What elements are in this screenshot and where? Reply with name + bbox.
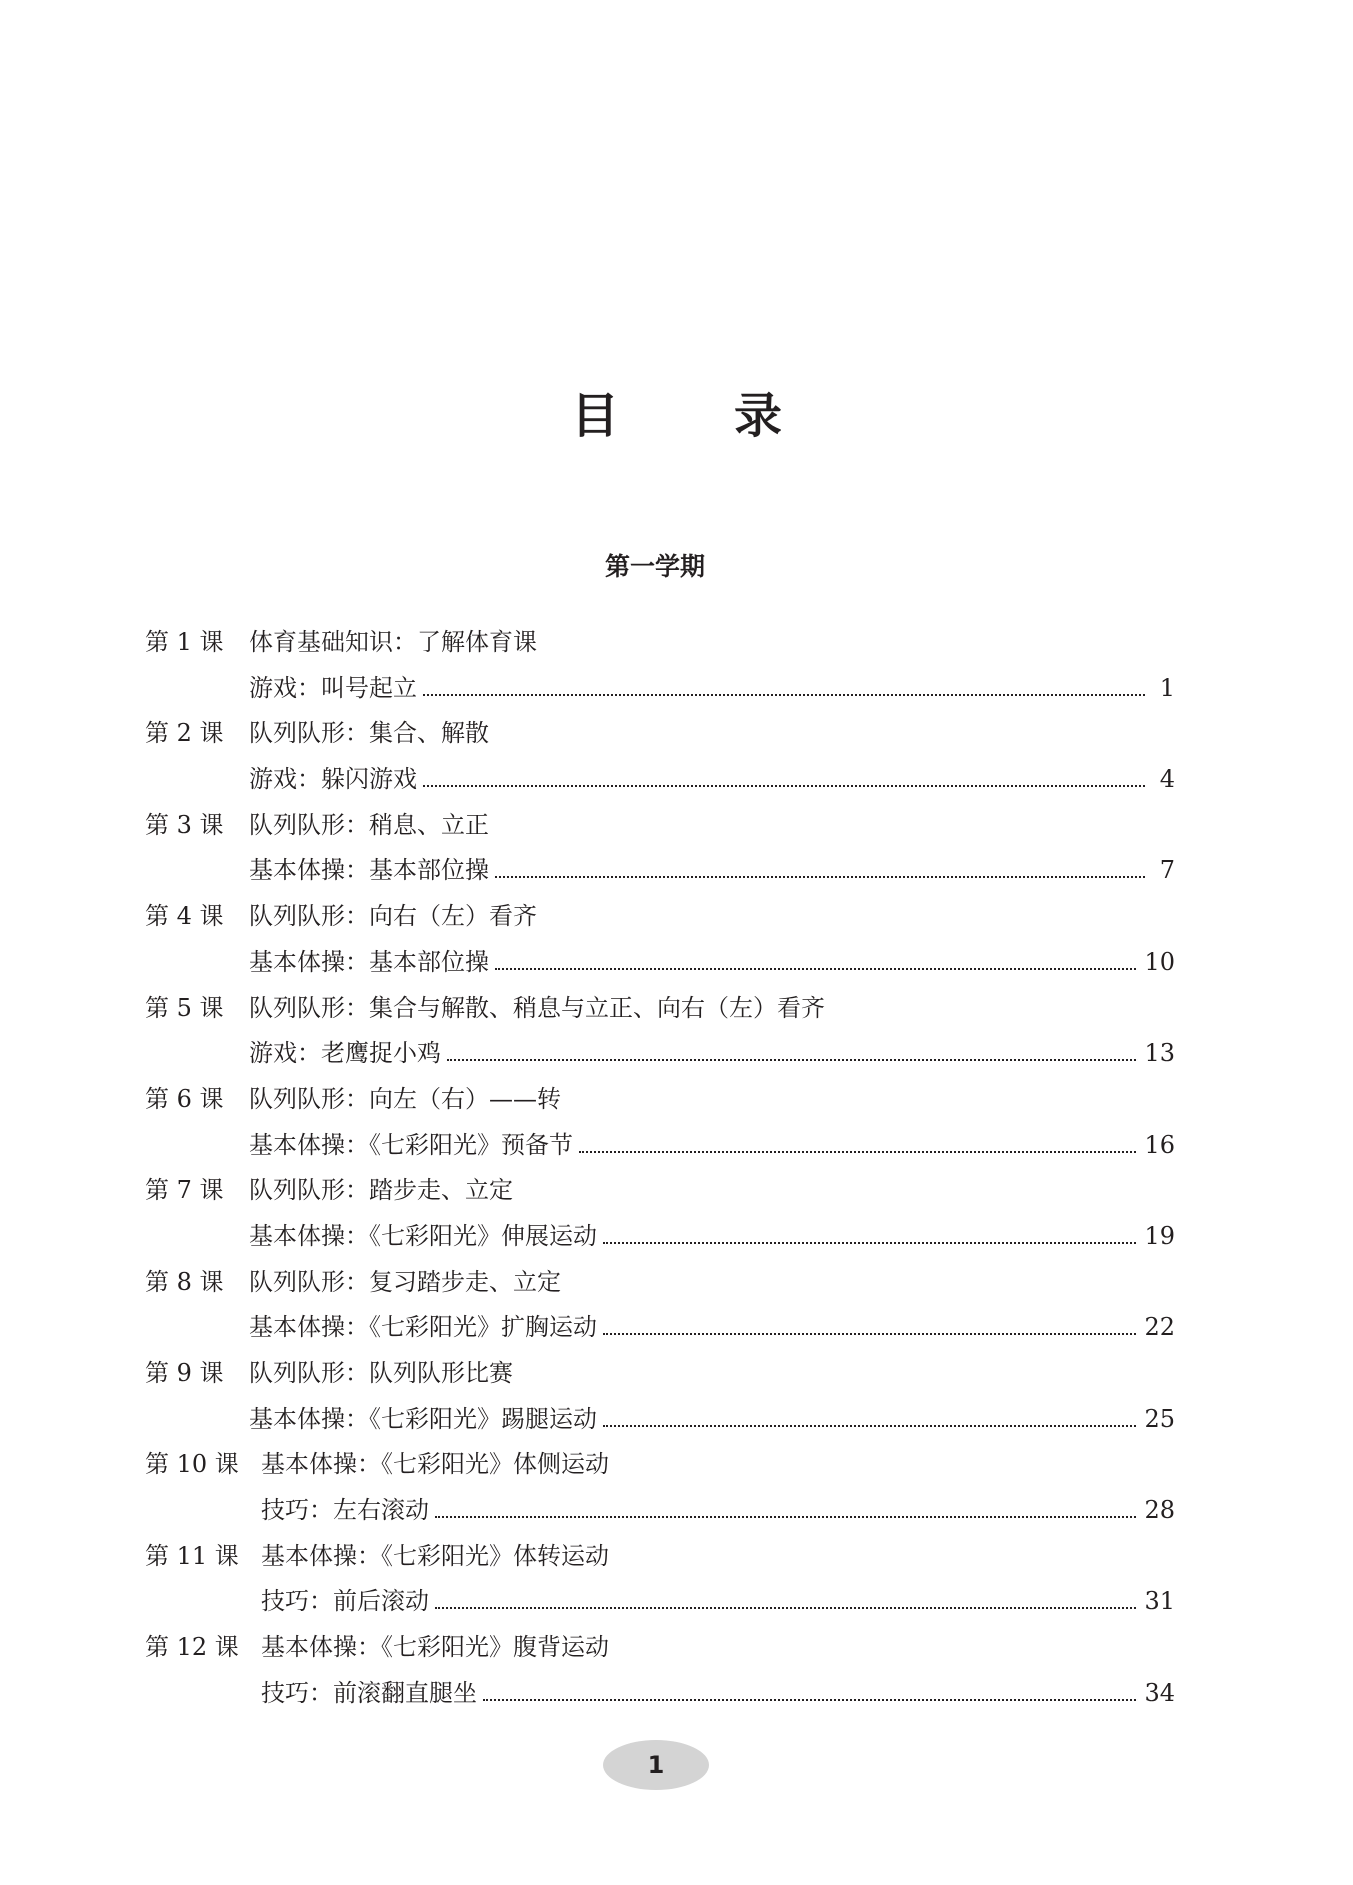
dotted-leader bbox=[603, 1241, 1136, 1244]
table-of-contents bbox=[145, 622, 1175, 1719]
toc-sub-row bbox=[145, 1125, 1175, 1171]
toc-lesson-row bbox=[145, 1536, 1175, 1582]
lesson-sub-topic: 基本体操：《七彩阳光》伸展运动 bbox=[249, 1216, 603, 1251]
lesson-number: 第 9 课 bbox=[145, 1359, 224, 1387]
lesson-sub-topic: 技巧：前后滚动 bbox=[261, 1581, 435, 1616]
toc-sub-row bbox=[145, 1581, 1175, 1627]
toc-sub-line bbox=[249, 1399, 1175, 1435]
toc-sub-line bbox=[249, 668, 1175, 704]
page-number: 7 bbox=[1159, 856, 1175, 885]
toc-lesson-row bbox=[145, 896, 1175, 942]
toc-sub-row bbox=[145, 850, 1175, 896]
dotted-leader bbox=[435, 1515, 1136, 1518]
lesson-topic: 队列队形：集合、解散 bbox=[249, 719, 489, 748]
page-title bbox=[0, 377, 1353, 446]
lesson-topic: 基本体操：《七彩阳光》体侧运动 bbox=[261, 1450, 609, 1479]
toc-sub-line bbox=[261, 1490, 1175, 1526]
page-number: 16 bbox=[1144, 1130, 1175, 1159]
lesson-topic: 队列队形：踏步走、立定 bbox=[249, 1176, 513, 1205]
toc-lesson-row bbox=[145, 1262, 1175, 1308]
lesson-topic: 体育基础知识：了解体育课 bbox=[249, 628, 537, 656]
lesson-sub-topic: 技巧：前滚翻直腿坐 bbox=[261, 1673, 483, 1708]
toc-sub-row bbox=[145, 1399, 1175, 1445]
lesson-number: 第 6 课 bbox=[145, 1084, 224, 1113]
toc-sub-line bbox=[249, 1125, 1175, 1161]
toc-lesson-row bbox=[145, 713, 1175, 759]
toc-sub-line bbox=[249, 1307, 1175, 1343]
toc-lesson-row bbox=[145, 1353, 1175, 1399]
toc-entry bbox=[145, 1262, 1175, 1353]
toc-sub-row bbox=[145, 1307, 1175, 1353]
lesson-number: 第 2 课 bbox=[145, 719, 224, 748]
dotted-leader bbox=[579, 1150, 1136, 1153]
lesson-sub-topic: 基本体操：《七彩阳光》踢腿运动 bbox=[249, 1399, 603, 1434]
lesson-topic: 基本体操：《七彩阳光》体转运动 bbox=[261, 1541, 609, 1570]
toc-entry bbox=[145, 1444, 1175, 1535]
dotted-leader bbox=[495, 875, 1145, 878]
page-number: 1 bbox=[1159, 673, 1175, 702]
dotted-leader bbox=[603, 1424, 1136, 1427]
page-number: 4 bbox=[1159, 765, 1175, 794]
page-number: 19 bbox=[1144, 1221, 1175, 1250]
toc-sub-line bbox=[261, 1673, 1175, 1709]
page-title-char-1: 目 bbox=[570, 388, 619, 444]
page-title-char-2: 录 bbox=[734, 388, 783, 444]
lesson-sub-topic: 游戏：老鹰捉小鸡 bbox=[249, 1033, 447, 1068]
page-number: 31 bbox=[1144, 1587, 1175, 1616]
toc-lesson-row bbox=[145, 988, 1175, 1034]
page-number-badge: 1 bbox=[603, 1740, 709, 1790]
toc-sub-line bbox=[249, 942, 1175, 978]
lesson-number: 第 1 课 bbox=[145, 628, 224, 656]
lesson-topic: 队列队形：复习踏步走、立定 bbox=[249, 1267, 561, 1296]
dotted-leader bbox=[495, 967, 1136, 970]
toc-entry bbox=[145, 1079, 1175, 1170]
lesson-topic: 基本体操：《七彩阳光》腹背运动 bbox=[261, 1633, 609, 1662]
toc-sub-row bbox=[145, 1216, 1175, 1262]
dotted-leader bbox=[483, 1698, 1136, 1701]
dotted-leader bbox=[423, 784, 1145, 787]
toc-sub-row bbox=[145, 759, 1175, 805]
lesson-topic: 队列队形：队列队形比赛 bbox=[249, 1359, 513, 1387]
toc-sub-row bbox=[145, 1033, 1175, 1079]
toc-lesson-row bbox=[145, 805, 1175, 851]
toc-sub-line bbox=[249, 1216, 1175, 1252]
toc-lesson-row bbox=[145, 1627, 1175, 1673]
toc-entry bbox=[145, 1353, 1175, 1444]
toc-sub-line bbox=[249, 850, 1175, 886]
page-number: 28 bbox=[1144, 1496, 1175, 1525]
lesson-sub-topic: 技巧：左右滚动 bbox=[261, 1490, 435, 1525]
lesson-sub-topic: 游戏：叫号起立 bbox=[249, 668, 423, 703]
toc-lesson-row bbox=[145, 1170, 1175, 1216]
toc-entry bbox=[145, 896, 1175, 987]
dotted-leader bbox=[603, 1332, 1136, 1335]
toc-entry bbox=[145, 805, 1175, 896]
lesson-sub-topic: 基本体操：基本部位操 bbox=[249, 942, 495, 977]
lesson-number: 第 8 课 bbox=[145, 1267, 224, 1296]
page-number: 34 bbox=[1144, 1678, 1175, 1707]
page-number: 13 bbox=[1144, 1039, 1175, 1068]
toc-entry bbox=[145, 713, 1175, 804]
toc-entry bbox=[145, 1170, 1175, 1261]
lesson-sub-topic: 游戏：躲闪游戏 bbox=[249, 759, 423, 794]
lesson-sub-topic: 基本体操：基本部位操 bbox=[249, 850, 495, 885]
toc-sub-line bbox=[249, 759, 1175, 795]
toc-sub-line bbox=[261, 1581, 1175, 1617]
page-number: 10 bbox=[1144, 947, 1175, 976]
toc-sub-line bbox=[249, 1033, 1175, 1069]
lesson-number: 第 11 课 bbox=[145, 1541, 239, 1570]
lesson-number: 第 12 课 bbox=[145, 1633, 239, 1662]
dotted-leader bbox=[423, 693, 1145, 696]
lesson-topic: 队列队形：向右（左）看齐 bbox=[249, 902, 537, 931]
toc-entry bbox=[145, 988, 1175, 1079]
toc-sub-row bbox=[145, 1673, 1175, 1719]
lesson-topic: 队列队形：稍息、立正 bbox=[249, 810, 489, 839]
lesson-number: 第 7 课 bbox=[145, 1176, 224, 1205]
lesson-topic: 队列队形：向左（右）——转 bbox=[249, 1084, 561, 1113]
toc-sub-row bbox=[145, 668, 1175, 714]
toc-lesson-row bbox=[145, 622, 1175, 668]
lesson-number: 第 4 课 bbox=[145, 902, 224, 931]
lesson-number: 第 5 课 bbox=[145, 993, 224, 1022]
lesson-sub-topic: 基本体操：《七彩阳光》扩胸运动 bbox=[249, 1307, 603, 1342]
toc-lesson-row bbox=[145, 1079, 1175, 1125]
dotted-leader bbox=[435, 1606, 1136, 1609]
lesson-sub-topic: 基本体操：《七彩阳光》预备节 bbox=[249, 1125, 579, 1160]
lesson-number: 第 10 课 bbox=[145, 1450, 239, 1479]
toc-sub-row bbox=[145, 942, 1175, 988]
lesson-number: 第 3 课 bbox=[145, 810, 224, 839]
toc-lesson-row bbox=[145, 1444, 1175, 1490]
toc-entry bbox=[145, 1536, 1175, 1627]
section-title: 第一学期 bbox=[604, 552, 705, 581]
lesson-topic: 队列队形：集合与解散、稍息与立正、向右（左）看齐 bbox=[249, 993, 825, 1022]
toc-entry bbox=[145, 622, 1175, 713]
toc-sub-row bbox=[145, 1490, 1175, 1536]
toc-entry bbox=[145, 1627, 1175, 1718]
page-number: 25 bbox=[1144, 1404, 1175, 1433]
page-number: 22 bbox=[1144, 1313, 1175, 1342]
dotted-leader bbox=[447, 1058, 1136, 1061]
